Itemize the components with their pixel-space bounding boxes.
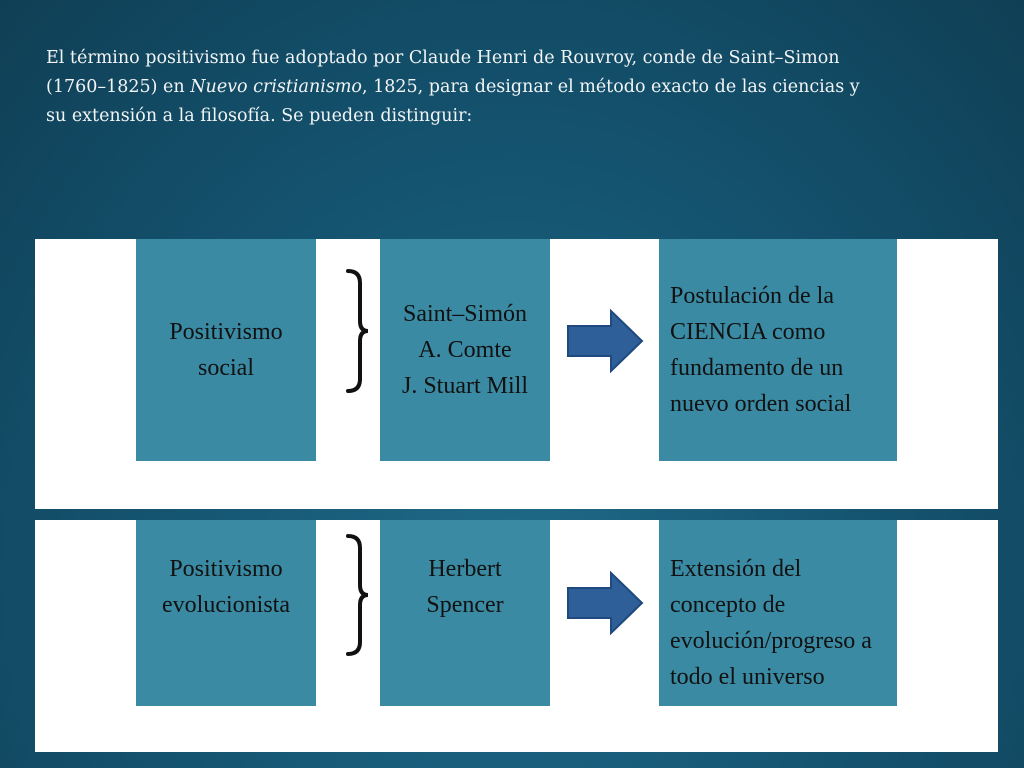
result-line: evolución/progreso a: [670, 628, 872, 654]
result-line: concepto de: [670, 592, 786, 618]
intro-part-2: , 1825, para designar el método exacto de las ciencias y su extensión a la filosofía. Se pueden distinguir:: [46, 77, 860, 126]
category-line: evolucionista: [162, 592, 290, 618]
authors-box-evolucionista: [380, 520, 550, 706]
right-arrow-icon: [565, 570, 645, 636]
intro-part-1: El término positivismo fue adoptado por Claude Henri de Rouvroy, conde de Saint–Simon (1760–1825) en: [46, 48, 840, 97]
author-name: Spencer: [426, 592, 504, 618]
category-line: Positivismo: [169, 556, 283, 582]
result-line: todo el universo: [670, 664, 825, 690]
category-box-evolucionista: [136, 520, 316, 706]
category-line: social: [198, 355, 254, 381]
result-line: nuevo orden social: [670, 391, 852, 417]
intro-italic-title: Nuevo cristianismo: [190, 77, 362, 97]
author-name: A. Comte: [418, 337, 512, 363]
right-curly-brace-icon: [340, 269, 370, 393]
author-name: Herbert: [428, 556, 502, 582]
author-name: J. Stuart Mill: [401, 373, 528, 399]
result-line: CIENCIA como: [670, 319, 826, 345]
category-box-social: [136, 239, 316, 461]
intro-text: [46, 44, 876, 131]
result-line: Postulación de la: [670, 283, 834, 309]
author-name: Saint–Simón: [402, 301, 527, 327]
authors-box-social: [380, 239, 550, 461]
right-curly-brace-icon: [340, 534, 370, 656]
result-box-evolucionista: [659, 520, 897, 706]
result-line: fundamento de un: [670, 355, 844, 381]
result-line: Extensión del: [670, 556, 802, 582]
diagram-row-social: [35, 239, 998, 509]
right-arrow-icon: [565, 308, 645, 374]
diagram-row-evolucionista: [35, 520, 998, 752]
result-box-social: [659, 239, 897, 461]
category-line: Positivismo: [169, 319, 283, 345]
